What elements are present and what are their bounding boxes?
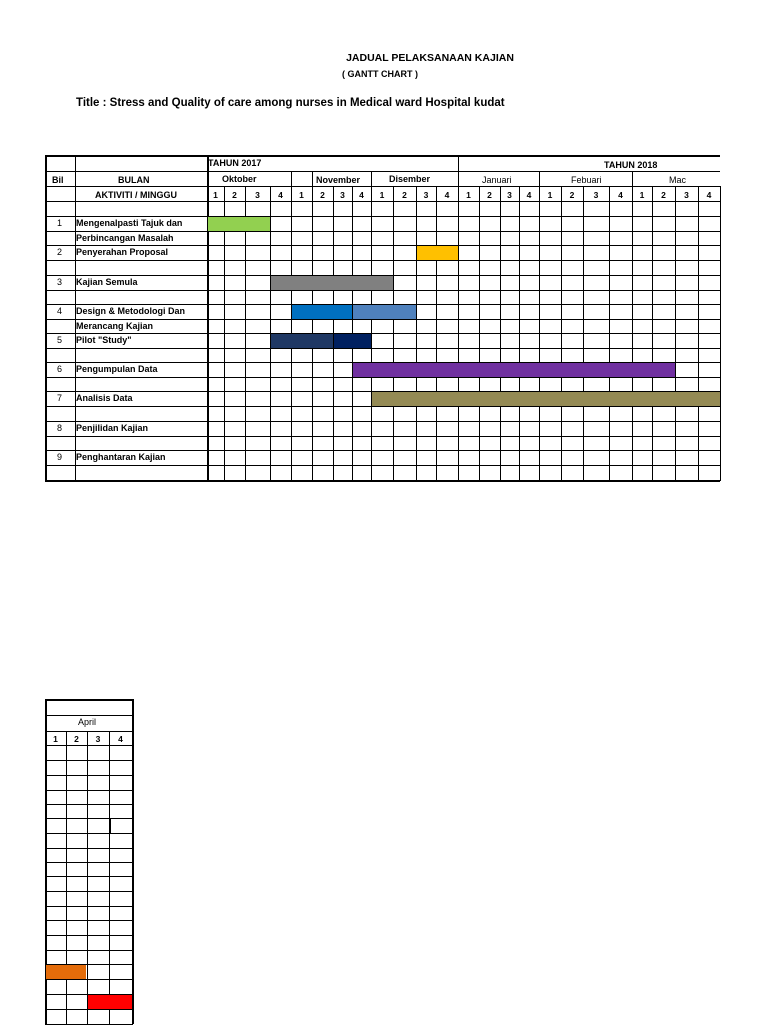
bar-april-orange [46,965,86,979]
grid-line [45,436,720,437]
grid-line [519,186,520,481]
month-oktober: Oktober [222,174,257,184]
grid-line [45,731,133,732]
bar-pengumpulan [353,363,675,377]
week-number: 2 [569,190,575,200]
column-header-aktiviti: AKTIVITI / MINGGU [95,190,177,200]
grid-line [45,950,133,951]
month-april: April [78,717,97,727]
grid-line [436,186,437,481]
activity-label: Mengenalpasti Tajuk dan [76,218,183,228]
grid-line [45,920,133,921]
week-number: 1 [213,190,218,200]
bar-mengenalpasti [208,217,270,231]
grid-line [109,818,111,833]
grid-line [45,348,720,349]
activity-label: Pengumpulan Data [76,364,158,374]
month-mac: Mac [669,175,687,185]
grid-line [45,216,720,217]
activity-label: Perbincangan Masalah [76,233,174,243]
grid-line [45,745,133,746]
grid-line [109,731,110,1024]
year-label-2018: TAHUN 2018 [604,160,658,170]
week-number: 4 [444,190,450,200]
week-number: 2 [232,190,237,200]
grid-line [45,155,47,481]
activity-label: Analisis Data [76,393,133,403]
month-febuari: Febuari [571,175,602,185]
week-number: 4 [706,190,712,200]
month-disember: Disember [389,174,431,184]
activity-number: 9 [57,452,63,462]
activity-label: Penyerahan Proposal [76,247,169,257]
bar-kajian-semula [271,276,393,290]
week-number: 1 [466,190,471,200]
week-number: 2 [402,190,407,200]
grid-line [393,186,394,481]
grid-line [45,465,720,466]
grid-line [45,377,720,378]
activity-label: Penjilidan Kajian [76,423,149,433]
grid-line [45,155,720,157]
activity-number: 2 [57,247,63,257]
grid-line [609,186,610,481]
grid-line [479,186,480,481]
grid-line [45,876,133,877]
grid-line [45,775,133,776]
grid-line [45,862,133,863]
bar-penyerahan [417,246,458,260]
grid-line [416,186,417,481]
grid-line [45,715,133,716]
bar-april-red [88,995,132,1009]
grid-line [45,245,720,246]
week-number: 2 [320,190,325,200]
grid-line [458,155,459,186]
week-number: 1 [53,734,58,744]
week-number: 4 [118,734,123,744]
grid-line [45,406,720,407]
page-title: JADUAL PELAKSANAAN KAJIAN [346,52,514,64]
grid-line [45,790,133,791]
column-header-bil: Bil [52,175,64,185]
activity-label: Kajian Semula [76,277,138,287]
week-number: 3 [423,190,429,200]
grid-line [45,891,133,892]
grid-line [45,1009,133,1010]
activity-number: 5 [57,335,63,345]
grid-line [583,186,584,481]
week-number: 3 [340,190,345,200]
grid-line [45,319,720,320]
bar-design [292,305,352,319]
grid-line [45,186,720,187]
grid-line [539,171,540,186]
activity-label: Design & Metodologi Dan [76,306,185,316]
week-number: 4 [359,190,364,200]
page-subtitle: ( GANTT CHART ) [342,69,418,79]
grid-line [45,290,720,291]
grid-line [45,699,133,701]
grid-line [45,171,720,172]
grid-line [132,699,134,1024]
grid-line [458,186,459,481]
grid-line [45,804,133,805]
grid-line [45,480,720,482]
week-number: 3 [593,190,599,200]
week-number: 3 [255,190,260,200]
grid-line [45,333,720,334]
grid-line [675,186,676,481]
activity-number: 1 [57,218,63,228]
grid-line [632,186,633,481]
week-number: 1 [639,190,645,200]
bar-pilot [271,334,333,348]
week-number: 3 [684,190,689,200]
grid-line [539,186,540,481]
bar-design [353,305,416,319]
grid-line [291,171,292,186]
activity-label: Pilot "Study" [76,335,132,345]
activity-number: 4 [57,306,63,316]
grid-line [45,979,133,980]
week-number: 2 [487,190,492,200]
grid-line [632,171,633,186]
grid-line [720,186,721,481]
week-number: 2 [74,734,79,744]
grid-line [45,906,133,907]
week-number: 4 [526,190,532,200]
grid-line [561,186,562,481]
week-number: 1 [547,190,553,200]
week-number: 3 [507,190,512,200]
grid-line [45,848,133,849]
activity-label: Penghantaran Kajian [76,452,166,462]
week-number: 1 [379,190,385,200]
activity-number: 6 [57,364,63,374]
bar-analisis [372,392,720,406]
grid-line [371,171,372,186]
week-number: 1 [299,190,304,200]
grid-line [45,833,133,834]
activity-number: 8 [57,423,63,433]
activity-number: 7 [57,393,63,403]
month-november: November [316,175,361,185]
grid-line [87,731,88,1024]
grid-line [45,450,720,451]
study-title: Title : Stress and Quality of care among nurses in Medical ward Hospital kudat [76,97,505,109]
grid-line [45,818,133,819]
week-number: 3 [95,734,101,744]
column-header-bulan: BULAN [118,175,150,185]
grid-line [312,171,313,186]
year-label-2017: TAHUN 2017 [208,158,262,168]
activity-label: Merancang Kajian [76,321,154,331]
grid-line [45,421,720,422]
grid-line [45,760,133,761]
activity-number: 3 [57,277,63,287]
week-number: 4 [278,190,283,200]
month-januari: Januari [482,175,512,185]
grid-line [652,186,653,481]
week-number: 4 [618,190,623,200]
grid-line [45,935,133,936]
grid-line [45,201,720,202]
grid-line [371,186,372,481]
bar-pilot [334,334,371,348]
grid-line [66,731,67,1024]
grid-line [698,186,699,481]
grid-line [207,155,209,481]
week-number: 2 [661,190,666,200]
grid-line [45,260,720,261]
grid-line [45,231,720,232]
grid-line [500,186,501,481]
